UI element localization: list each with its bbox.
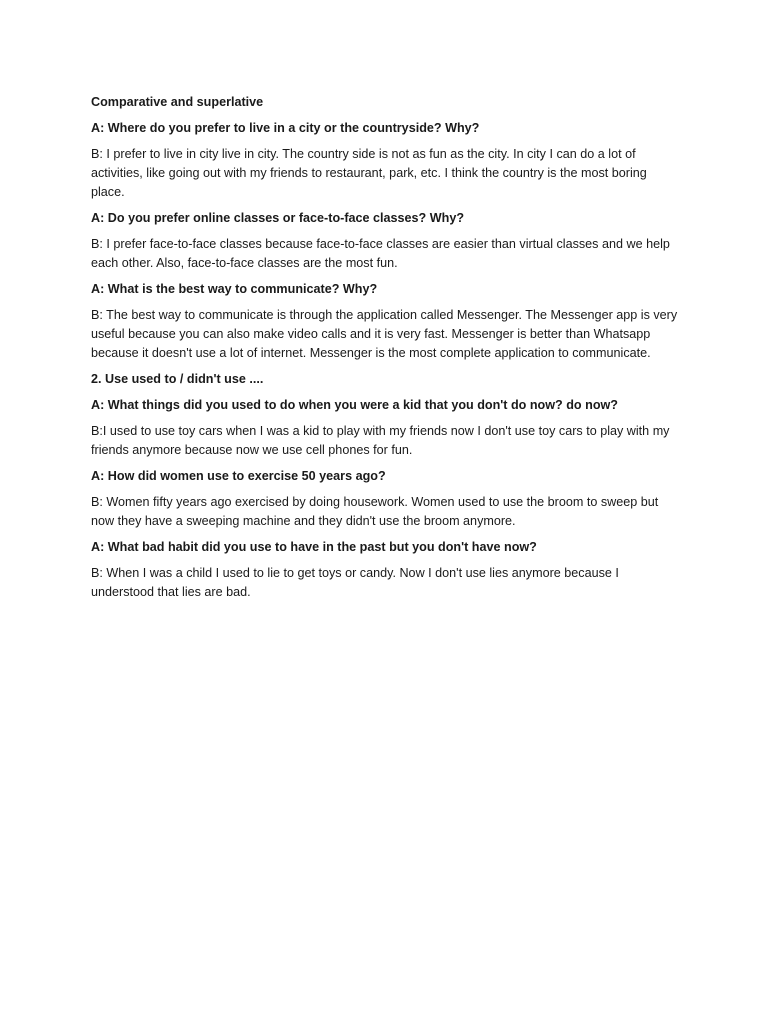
- answer-paragraph: B: When I was a child I used to lie to get toys or candy. Now I don't use lies anymore because I understood that lies are bad.: [91, 566, 619, 599]
- answer-paragraph: B: The best way to communicate is through the application called Messenger. The Messenger app is very useful because you can also make video calls and it is very fast. Messenger is better than Whatsapp because it doesn't use a lot of internet. Messenger is the most complete application to communicate.: [91, 308, 678, 360]
- section-heading: Comparative and superlative: [91, 95, 264, 109]
- question-paragraph: A: Do you prefer online classes or face-to-face classes? Why?: [91, 211, 465, 225]
- question-paragraph: A: What things did you used to do when you were a kid that you don't do now? do now?: [91, 398, 619, 412]
- section-heading: 2. Use used to / didn't use ....: [91, 372, 264, 386]
- question-paragraph: A: Where do you prefer to live in a city or the countryside? Why?: [91, 121, 480, 135]
- question-paragraph: A: How did women use to exercise 50 years ago?: [91, 469, 386, 483]
- answer-paragraph: B: Women fifty years ago exercised by doing housework. Women used to use the broom to sweep but now they have a sweeping machine and they didn't use the broom anymore.: [91, 495, 659, 528]
- document-body: [91, 93, 681, 609]
- question-paragraph: A: What is the best way to communicate? Why?: [91, 282, 378, 296]
- question-paragraph: A: What bad habit did you use to have in the past but you don't have now?: [91, 540, 537, 554]
- answer-paragraph: B:I used to use toy cars when I was a kid to play with my friends now I don't use toy cars to play with my friends anymore because now we use cell phones for fun.: [91, 424, 670, 457]
- answer-paragraph: B: I prefer face-to-face classes because face-to-face classes are easier than virtual classes and we help each other. Also, face-to-face classes are the most fun.: [91, 237, 670, 270]
- answer-paragraph: B: I prefer to live in city live in city. The country side is not as fun as the city. In city I can do a lot of activities, like going out with my friends to restaurant, park, etc. I think the country is the most boring place.: [91, 147, 647, 199]
